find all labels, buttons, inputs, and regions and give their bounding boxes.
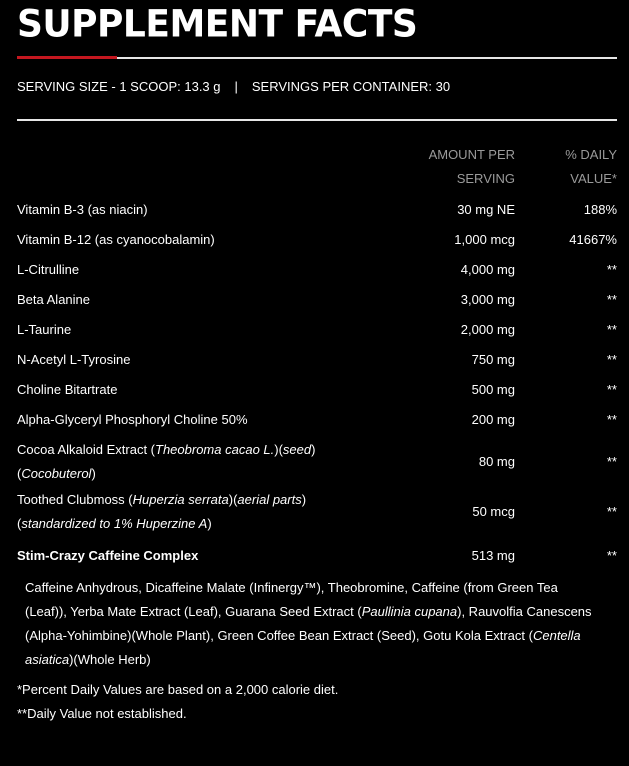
name-text: Toothed Clubmoss ( — [17, 492, 133, 507]
complex-text: )(Whole Herb) — [69, 652, 151, 667]
ingredient-amount: 750 mg — [471, 352, 515, 367]
ingredient-dv: 188% — [583, 202, 617, 217]
ingredient-amount: 2,000 mg — [460, 322, 515, 337]
ingredient-dv: ** — [606, 454, 617, 469]
ingredient-name: L-Citrulline — [17, 262, 80, 277]
ingredient-dv: 41667% — [569, 232, 617, 247]
amount-header — [395, 143, 515, 191]
name-text: ) — [91, 466, 96, 481]
complex-name: Stim-Crazy Caffeine Complex — [17, 548, 199, 563]
plant-part: seed — [282, 442, 312, 457]
ingredient-name: Vitamin B-12 (as cyanocobalamin) — [17, 232, 215, 247]
botanical-name: Theobroma cacao L. — [155, 442, 275, 457]
name-text: ( — [17, 466, 22, 481]
amount-header-line2: SERVING — [456, 171, 515, 186]
standardization: standardized to 1% Huperzine A — [21, 516, 208, 531]
botanical-name: Paullinia cupana — [361, 604, 458, 619]
daily-value-header — [527, 143, 617, 191]
ingredient-name — [17, 438, 347, 486]
name-text: ) — [207, 516, 212, 531]
dv-header-line2: VALUE* — [570, 171, 617, 186]
ingredient-dv: ** — [606, 262, 617, 277]
ingredient-amount: 200 mg — [471, 412, 515, 427]
complex-text: ), Rauvolfia Canescens (Alpha-Yohimbine)(Whole Plant), Green Coffee Bean Extract (Seed), Gotu Kola Extract ( — [25, 604, 592, 643]
ingredient-name-line2 — [17, 462, 347, 486]
ingredient-amount: 500 mg — [471, 382, 515, 397]
name-text: )( — [228, 492, 238, 507]
complex-dv: ** — [606, 548, 617, 563]
ingredient-name — [17, 488, 347, 536]
serving-info — [17, 79, 450, 94]
servings-per-container: SERVINGS PER CONTAINER: 30 — [251, 79, 451, 94]
ingredient-amount: 1,000 mcg — [454, 232, 515, 247]
page-title: SUPPLEMENT FACTS — [17, 2, 418, 47]
complex-text: Caffeine Anhydrous, Dicaffeine Malate (Infinergy™), Theobromine, Caffeine (from Green Tea (Leaf)), Yerba Mate Extract (Leaf), Guarana Seed Extract ( — [25, 580, 558, 619]
ingredient-dv: ** — [606, 352, 617, 367]
ingredient-amount: 80 mg — [478, 454, 515, 469]
ingredient-amount: 3,000 mg — [460, 292, 515, 307]
ingredient-dv: ** — [606, 322, 617, 337]
serving-size: SERVING SIZE - 1 SCOOP: 13.3 g — [17, 79, 221, 94]
ingredient-name: N-Acetyl L-Tyrosine — [17, 352, 131, 367]
footnote-daily-value: *Percent Daily Values are based on a 2,000 calorie diet. — [17, 682, 339, 697]
ingredient-amount: 4,000 mg — [460, 262, 515, 277]
table-row-clubmoss — [17, 488, 617, 536]
ingredient-name-line1 — [17, 438, 347, 462]
plant-part: aerial parts — [237, 492, 302, 507]
serving-separator: | — [234, 79, 238, 94]
ingredient-dv: ** — [606, 504, 617, 519]
serving-divider — [17, 119, 617, 121]
ingredient-amount: 50 mcg — [472, 504, 515, 519]
complex-amount: 513 mg — [471, 548, 515, 563]
ingredient-dv: ** — [606, 292, 617, 307]
ingredient-name-line1 — [17, 488, 347, 512]
name-text: Cocoa Alkaloid Extract ( — [17, 442, 156, 457]
complex-description — [25, 576, 600, 672]
dv-header-line1: % DAILY — [565, 147, 617, 162]
botanical-name: Centella asiatica — [25, 628, 581, 667]
name-text: )( — [274, 442, 283, 457]
ingredient-name: Beta Alanine — [17, 292, 91, 307]
ingredient-dv: ** — [606, 382, 617, 397]
table-row-cocoa — [17, 438, 617, 486]
ingredient-dv: ** — [606, 412, 617, 427]
ingredient-name-line2 — [17, 512, 347, 536]
title-divider-accent — [17, 56, 117, 59]
ingredient-name: Alpha-Glyceryl Phosphoryl Choline 50% — [17, 412, 248, 427]
name-text: ) — [301, 492, 307, 507]
ingredient-amount: 30 mg NE — [457, 202, 515, 217]
footnote-not-established: **Daily Value not established. — [17, 706, 187, 721]
ingredient-name: L-Taurine — [17, 322, 72, 337]
amount-header-line1: AMOUNT PER — [428, 147, 515, 162]
trade-name: Cocobuterol — [21, 466, 92, 481]
ingredient-name: Choline Bitartrate — [17, 382, 118, 397]
name-text: ( — [17, 516, 22, 531]
botanical-name: Huperzia serrata — [132, 492, 229, 507]
ingredient-name: Vitamin B-3 (as niacin) — [17, 202, 148, 217]
name-text: ) — [311, 442, 316, 457]
